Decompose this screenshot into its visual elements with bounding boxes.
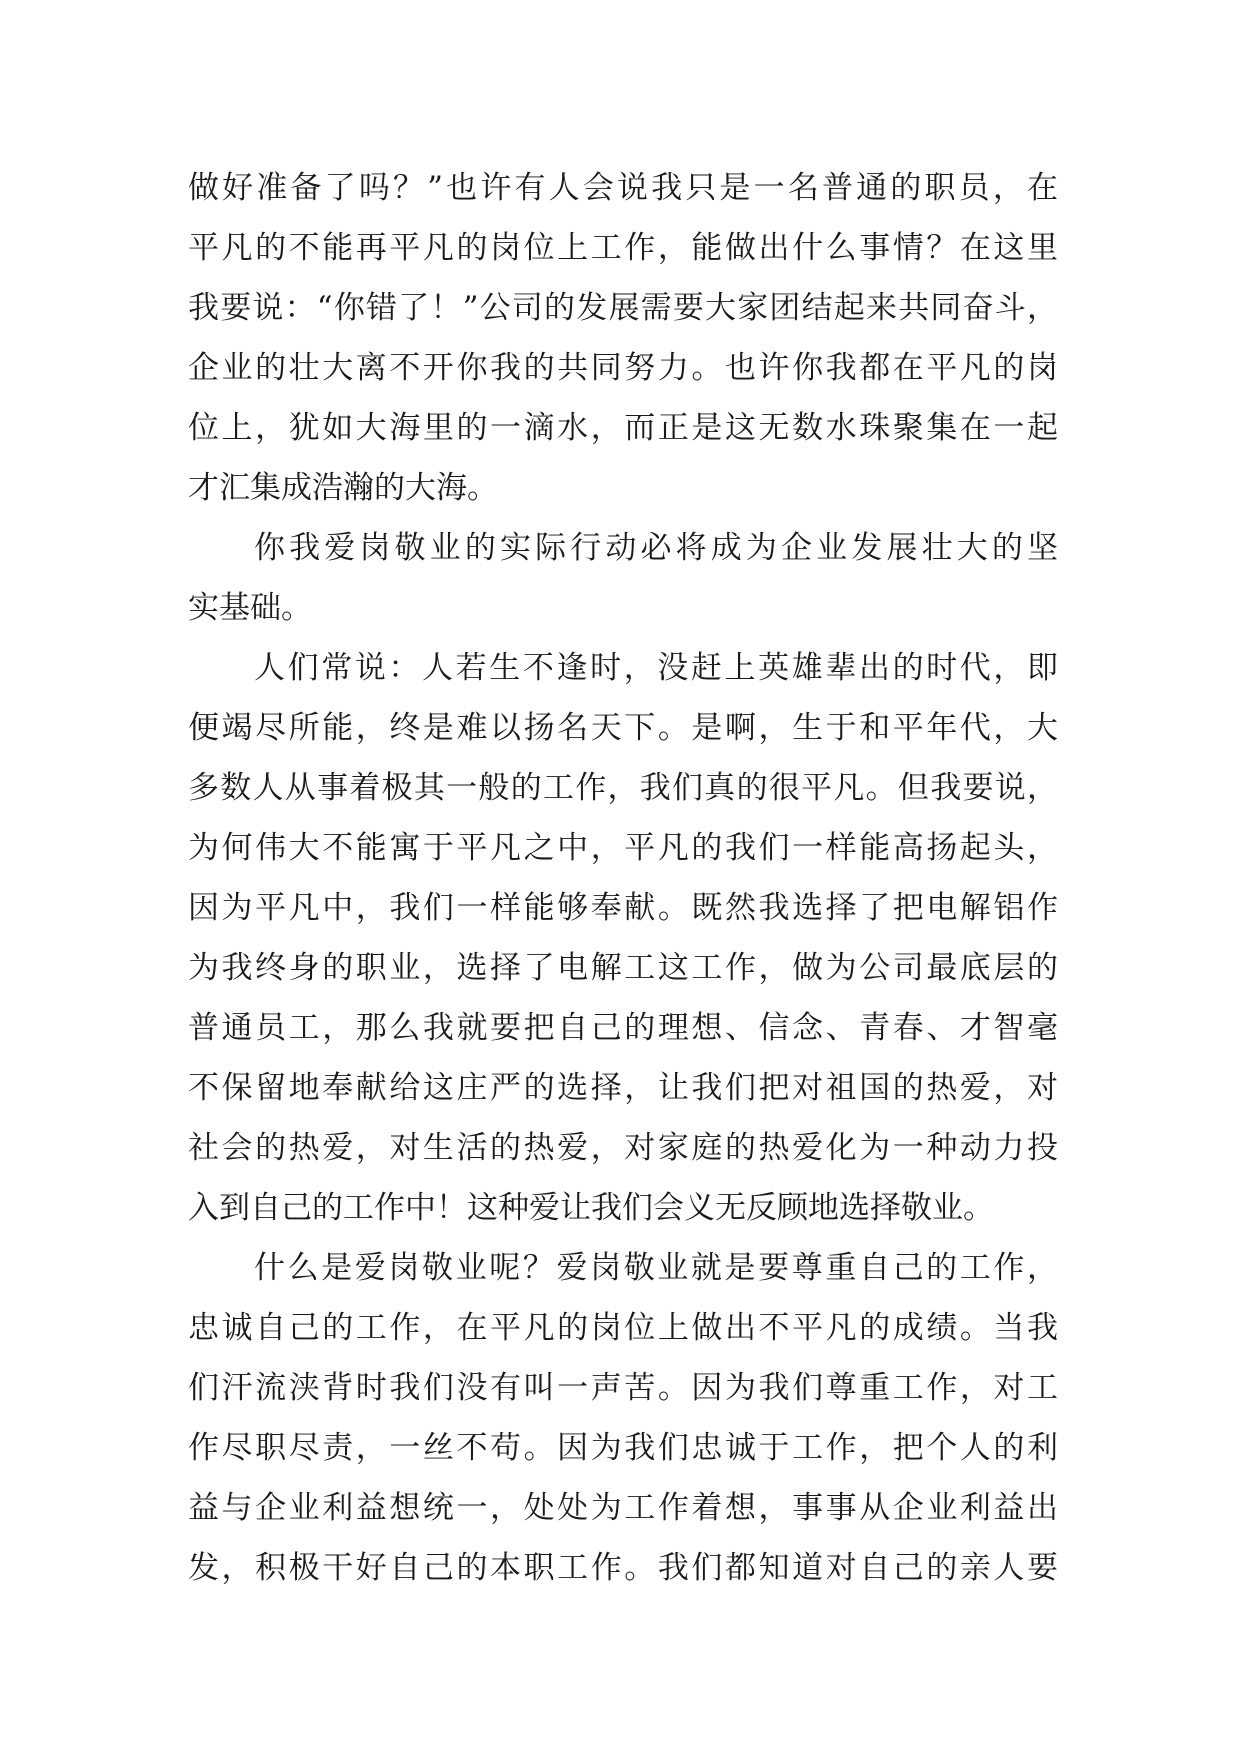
text-line: 实基础。 xyxy=(188,590,312,626)
text-line: 企业的壮大离不开你我的共同努力。也许你我都在平凡的岗 xyxy=(188,350,1058,386)
text-line: 为我终身的职业，选择了电解工这工作，做为公司最底层的 xyxy=(188,950,1058,986)
text-line: 忠诚自己的工作，在平凡的岗位上做出不平凡的成绩。当我 xyxy=(188,1310,1058,1346)
text-line: 位上，犹如大海里的一滴水，而正是这无数水珠聚集在一起 xyxy=(188,410,1058,446)
text-line: 便竭尽所能，终是难以扬名天下。是啊，生于和平年代，大 xyxy=(188,710,1058,746)
text-line: 作尽职尽责，一丝不苟。因为我们忠诚于工作，把个人的利 xyxy=(188,1430,1058,1466)
text-line: 益与企业利益想统一，处处为工作着想，事事从企业利益出 xyxy=(188,1490,1058,1526)
text-line: 们汗流浃背时我们没有叫一声苦。因为我们尊重工作，对工 xyxy=(188,1370,1058,1406)
paragraph-first-line: 什么是爱岗敬业呢？爱岗敬业就是要尊重自己的工作， xyxy=(254,1250,1058,1286)
text-line: 入到自己的工作中！这种爱让我们会义无反顾地选择敬业。 xyxy=(188,1190,994,1226)
text-line: 普通员工，那么我就要把自己的理想、信念、青春、才智毫 xyxy=(188,1010,1058,1046)
text-line: 才汇集成浩瀚的大海。 xyxy=(188,470,498,506)
text-line: 做好准备了吗？”也许有人会说我只是一名普通的职员，在 xyxy=(188,170,1058,206)
text-line: 平凡的不能再平凡的岗位上工作，能做出什么事情？在这里 xyxy=(188,230,1058,266)
text-line: 社会的热爱，对生活的热爱，对家庭的热爱化为一种动力投 xyxy=(188,1130,1058,1166)
text-line: 多数人从事着极其一般的工作，我们真的很平凡。但我要说， xyxy=(188,770,1058,806)
document-body xyxy=(188,158,1058,1598)
text-line: 为何伟大不能寓于平凡之中，平凡的我们一样能高扬起头， xyxy=(188,830,1058,866)
paragraph-first-line: 你我爱岗敬业的实际行动必将成为企业发展壮大的坚 xyxy=(254,530,1058,566)
text-line: 我要说：“你错了！”公司的发展需要大家团结起来共同奋斗， xyxy=(188,290,1058,326)
text-line: 发，积极干好自己的本职工作。我们都知道对自己的亲人要 xyxy=(188,1550,1058,1586)
text-line: 因为平凡中，我们一样能够奉献。既然我选择了把电解铝作 xyxy=(188,890,1058,926)
text-line: 不保留地奉献给这庄严的选择，让我们把对祖国的热爱，对 xyxy=(188,1070,1058,1106)
paragraph-first-line: 人们常说：人若生不逢时，没赶上英雄辈出的时代，即 xyxy=(254,650,1058,686)
